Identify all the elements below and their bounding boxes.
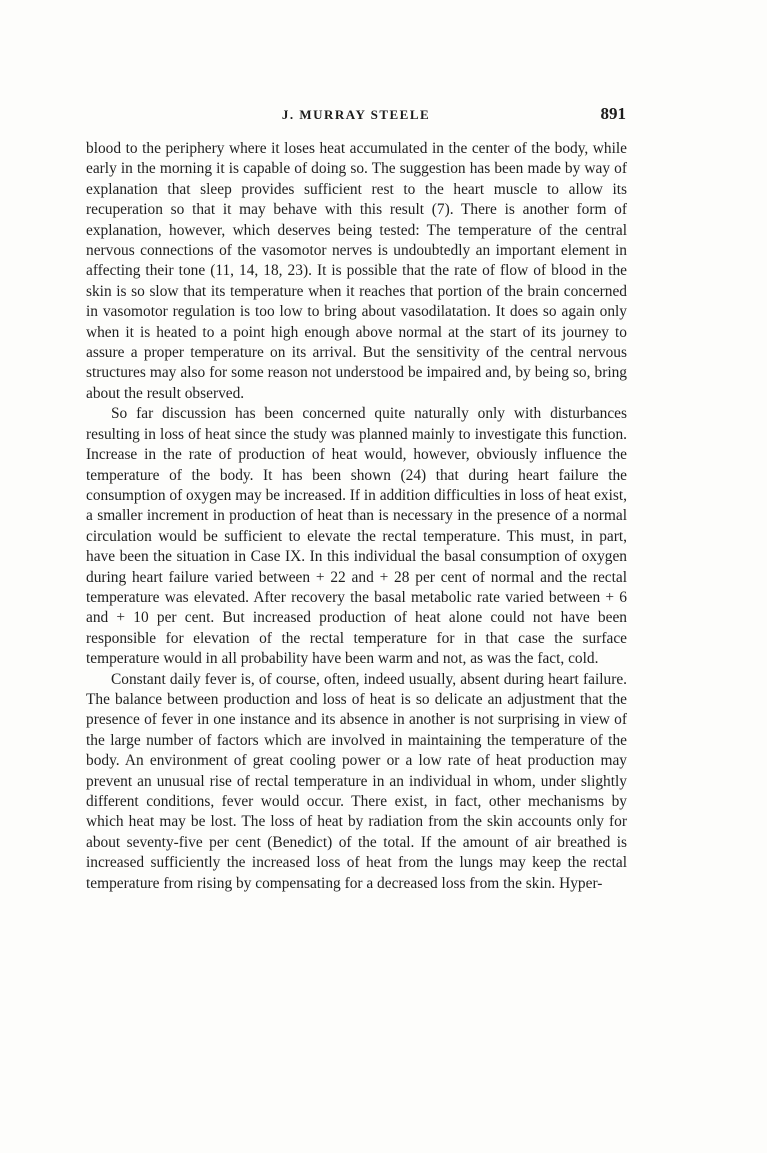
article-body <box>86 139 627 894</box>
paragraph-3: Constant daily fever is, of course, often, indeed usually, absent during heart failure. The balance between production and loss of heat is so delicate an adjustment that the presence of fever in one instance and its absence in another is not surprising in view of the large number of factors which are involved in maintaining the temperature of the body. An environment of great cooling power or a low rate of heat production may prevent an unusual rise of rectal temperature in an individual in whom, under slightly different conditions, fever would occur. There exist, in fact, other mechanisms by which heat may be lost. The loss of heat by radiation from the skin accounts only for about seventy-five per cent (Benedict) of the total. If the amount of air breathed is increased sufficiently the increased loss of heat from the lungs may keep the rectal temperature from rising by compensating for a decreased loss from the skin. Hyper- <box>86 670 627 892</box>
page-number: 891 <box>600 104 626 123</box>
paragraph-2: So far discussion has been concerned quite naturally only with disturbances resulting in loss of heat since the study was planned mainly to investigate this function. Increase in the rate of production of heat would, however, obviously influence the temperature of the body. It has been shown (24) that during heart failure the consumption of oxygen may be increased. If in addition difficulties in loss of heat exist, a smaller increment in production of heat than is necessary in the presence of a normal circulation would be sufficient to elevate the rectal temperature. This must, in part, have been the situation in Case IX. In this individual the basal consumption of oxygen during heart failure varied between + 22 and + 28 per cent of normal and the rectal temperature was elevated. After recovery the basal metabolic rate varied between + 6 and + 10 per cent. But increased production of heat alone could not have been responsible for elevation of the rectal temperature for in that case the surface temperature would in all probability have been warm and not, as was the fact, cold. <box>86 405 627 668</box>
running-head-author: J. MURRAY STEELE <box>281 107 431 122</box>
paragraph-1: blood to the periphery where it loses heat accumulated in the center of the body, while early in the morning it is capable of doing so. The suggestion has been made by way of explanation that sleep provides sufficient rest to the heart muscle to allow its recuperation so that it may behave with this result (7). There is another form of explanation, however, which deserves being tested: The temperature of the central nervous connections of the vasomotor nerves is undoubtedly an important element in affecting their tone (11, 14, 18, 23). It is possible that the rate of flow of blood in the skin is so slow that its temperature when it reaches that portion of the brain concerned in vasomotor regulation is too low to bring about vasodilatation. It does so again only when it is heated to a point high enough above normal at the start of its journey to assure a proper temperature on its arrival. But the sensitivity of the central nervous structures may also for some reason not understood be impaired and, by being so, bring about the result observed. <box>86 140 627 402</box>
running-head <box>86 104 626 126</box>
